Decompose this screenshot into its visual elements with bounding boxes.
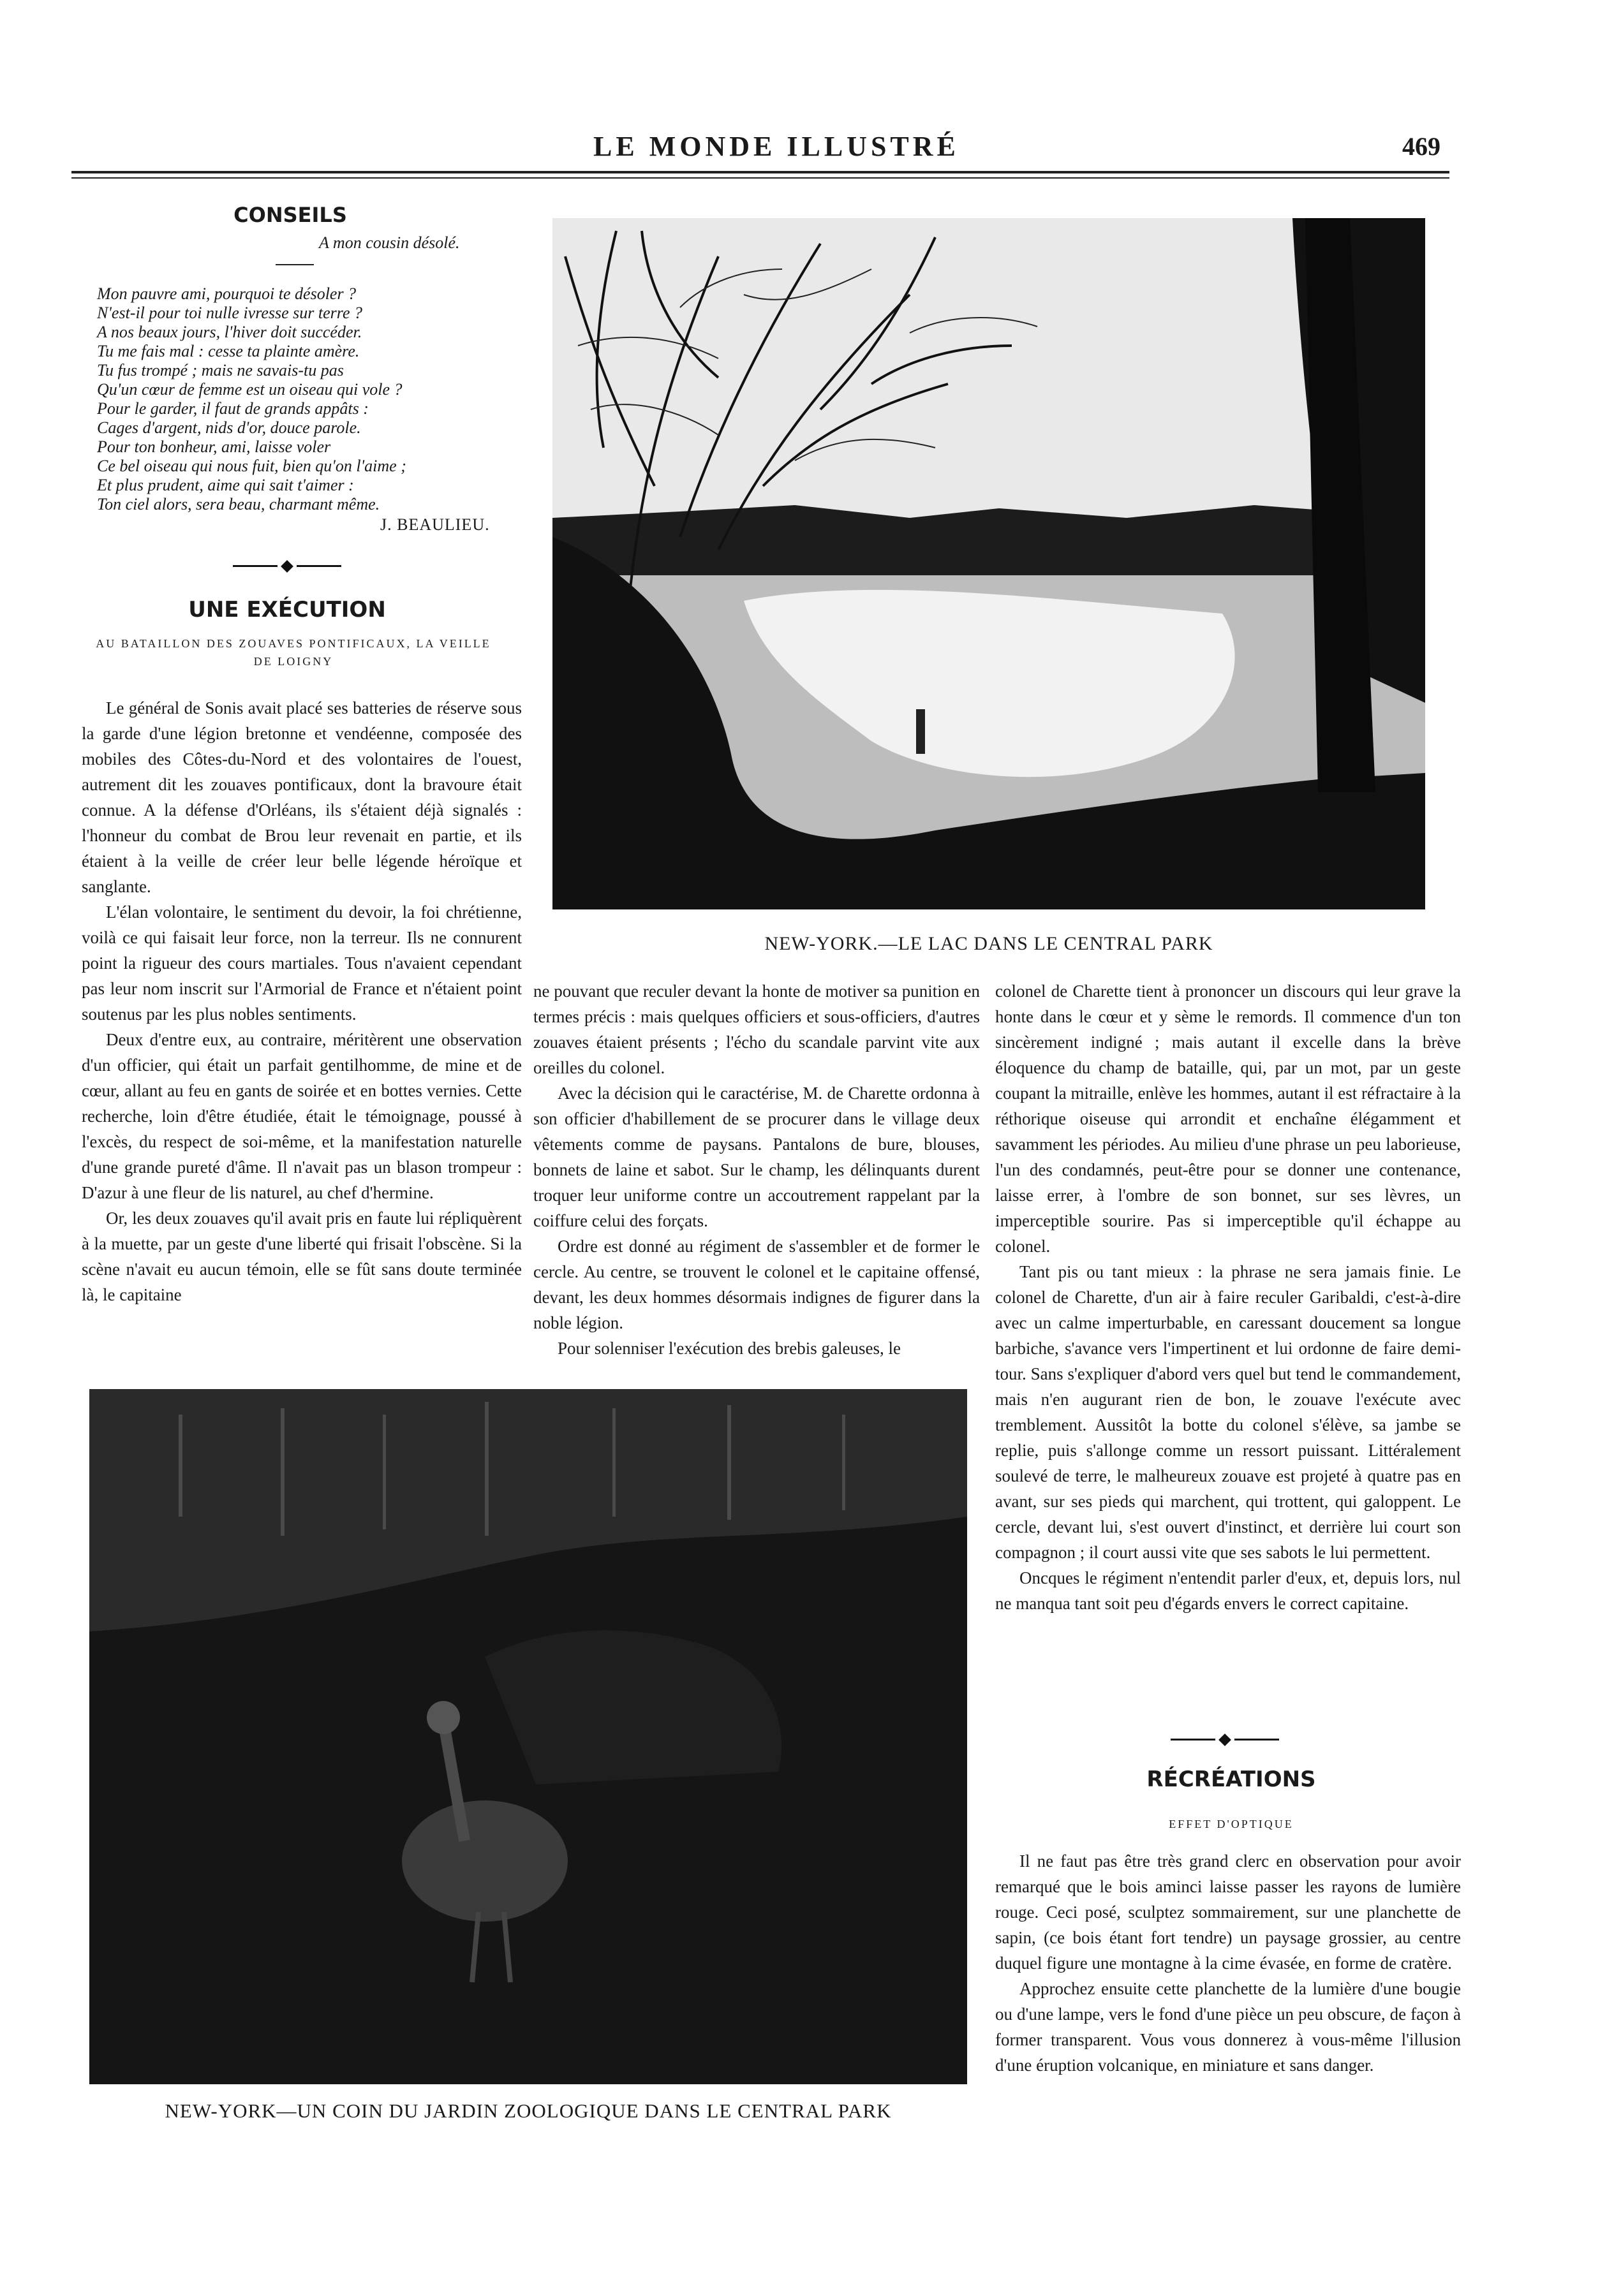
poem-line: Cages d'argent, nids d'or, douce parole. <box>97 418 361 437</box>
poem-line: Tu me fais mal : cesse ta plainte amère. <box>97 342 360 360</box>
lake-photo <box>552 218 1425 909</box>
article-paragraph: Tant pis ou tant mieux : la phrase ne sera jamais finie. Le colonel de Charette, d'un air à faire reculer Garibaldi, c'est-à-dire avec un calme imperturbable, en caressant doucement sa longue barbiche, s'avance vers l'impertinent et lui ordonne de faire demi-tour. Sans s'expliquer d'abord vers quel but tend le commandement, mais n'en augurant rien de bon, le zouave l'exécute avec tremblement. Aussitôt la botte du colonel s'élève, sa jambe se replie, puis s'allonge comme un ressort puissant. Littéralement soulevé de terre, le malheureux zouave est projeté à quatre pas en avant, sur ses pieds qui marchent, qui trottent, qui galoppent. Le cercle, devant lui, s'est ouvert d'instinct, et derrière lui court son compagnon ; il court aussi vite que ses sabots le lui permettent. <box>995 1262 1461 1562</box>
header-rule-thin <box>71 177 1449 179</box>
poem-line: Pour ton bonheur, ami, laisse voler <box>97 438 331 456</box>
poem-divider <box>276 264 314 265</box>
article-paragraph: Il ne faut pas être très grand clerc en observation pour avoir remarqué que le bois aminci laisse passer les rayons de lumière rouge. Ceci posé, sculptez sommairement, sur une planchette de sapin, (ce bois étant fort tendre) un paysage grossier, au centre duquel figure une montagne à la cime évasée, en forme de cratère. <box>995 1851 1461 1973</box>
article-paragraph: Ordre est donné au régiment de s'assembler et de former le cercle. Au centre, se trouvent le colonel et le capitaine offensé, devant, les deux hommes désormais indignes de figurer dans la noble légion. <box>533 1237 980 1332</box>
section-subtitle: AU BATAILLON DES ZOUAVES PONTIFICAUX, LA VEILLE DE LOIGNY <box>96 637 491 668</box>
article-paragraph: Or, les deux zouaves qu'il avait pris en faute lui répliquèrent à la muette, par un geste d'une liberté qui frisait l'obscène. Si la scène n'avait eu aucun témoin, elle se fût sans doute terminée là, le capitaine <box>82 1209 522 1304</box>
section-title: UNE EXÉCUTION <box>188 597 386 622</box>
section-ornament <box>191 555 383 575</box>
poem-title: CONSEILS <box>233 203 347 227</box>
zoo-photo <box>89 1389 967 2084</box>
article-column-2 <box>533 978 980 1361</box>
zoo-caption: NEW-YORK—UN COIN DU JARDIN ZOOLOGIQUE DANS LE CENTRAL PARK <box>165 2100 892 2122</box>
article-column-1 <box>82 695 522 1307</box>
poem-line: Pour le garder, il faut de grands appâts : <box>97 399 369 418</box>
article-paragraph: Le général de Sonis avait placé ses batteries de réserve sous la garde d'une légion bretonne et vendéenne, composée des mobiles des Côtes-du-Nord et des volontaires de l'ouest, autrement dit les zouaves pontificaux, dont la bravoure était connue. A la défense d'Orléans, ils s'étaient déjà signalés : l'honneur du combat de Brou leur revenait en partie, et ils étaient à la veille de créer leur belle légende héroïque et sanglante. <box>82 698 522 896</box>
article-paragraph: ne pouvant que reculer devant la honte de motiver sa punition en termes précis : mais quelques officiers et sous-officiers, d'autres zouaves étaient présents ; l'écho du scandale parvint vite aux oreilles du colonel. <box>533 982 980 1077</box>
article-paragraph: colonel de Charette tient à prononcer un discours qui leur grave la honte dans le cœur et y sème le remords. Il commence d'un ton sincèrement indigné ; mais autant il excelle dans la brève éloquence du champ de bataille, qui, par un mot, par un geste coupant la mitraille, enlève les hommes, autant il est réfractaire à la réthorique oiseuse qui arrondit et enchaîne élégamment et savamment les périodes. Au milieu d'une phrase un peu laborieuse, l'un des condamnés, peut-être pour se donner une contenance, laisse errer, à l'ombre de son bonnet, sur ses lèvres, un imperceptible sourire. Pas si imperceptible qu'il échappe au colonel. <box>995 982 1461 1256</box>
article-paragraph: Oncques le régiment n'entendit parler d'eux, et, depuis lors, nul ne manqua tant soit peu d'égards envers le correct capitaine. <box>995 1568 1461 1613</box>
poem-line: A nos beaux jours, l'hiver doit succéder. <box>97 323 362 341</box>
article-paragraph: Avec la décision qui le caractérise, M. de Charette ordonna à son officier d'habillement de se procurer dans le village deux vêtements comme de paysans. Pantalons de bure, blouses, bonnets de laine et sabot. Sur le champ, les délinquants durent troquer leur uniforme contre un accoutrement rappelant par la coiffure celui des forçats. <box>533 1084 980 1230</box>
masthead: LE MONDE ILLUSTRÉ <box>593 131 959 162</box>
article-paragraph: Deux d'entre eux, au contraire, méritèrent une observation d'un officier, qui était un parfait gentilhomme, de mine et de cœur, allant au feu en gants de soirée et en bottes vernies. Cette recherche, loin d'être étudiée, était le témoignage, poussé à l'excès, du respect de soi-même, et la manifestation naturelle d'une grande pureté d'âme. Il n'avait pas un blason trompeur : D'azur à une fleur de lis naturel, au chef d'hermine. <box>82 1030 522 1202</box>
poem-line: Mon pauvre ami, pourquoi te désoler ? <box>97 284 357 303</box>
poem-signature: J. BEAULIEU. <box>380 515 490 534</box>
lake-caption: NEW-YORK.—LE LAC DANS LE CENTRAL PARK <box>764 933 1213 954</box>
poem-body <box>97 284 505 514</box>
recreations-body <box>995 1848 1461 2078</box>
page-number: 469 <box>1402 132 1440 161</box>
poem-line: Qu'un cœur de femme est un oiseau qui vole ? <box>97 380 403 399</box>
article-paragraph: L'élan volontaire, le sentiment du devoir, la foi chrétienne, voilà ce qui faisait leur force, non la terreur. Ils ne connurent point la rigueur des cours martiales. Tous n'avaient cependant pas leur nom inscrit sur l'Armorial de France et n'étaient point soutenus par les plus nobles sentiments. <box>82 902 522 1024</box>
zoo-photo-image <box>89 1389 967 2084</box>
article-paragraph: Approchez ensuite cette planchette de la lumière d'une bougie ou d'une lampe, vers le fond d'une pièce un peu obscure, de façon à former transparent. Vous vous donnerez à vous-même l'illusion d'une éruption volcanique, en miniature et sans danger. <box>995 1979 1461 2075</box>
article-paragraph: Pour solenniser l'exécution des brebis galeuses, le <box>558 1339 901 1358</box>
poem-line: N'est-il pour toi nulle ivresse sur terre ? <box>97 304 362 322</box>
lake-photo-image <box>552 218 1425 909</box>
poem-line: Ton ciel alors, sera beau, charmant même. <box>97 495 380 513</box>
poem-line: Et plus prudent, aime qui sait t'aimer : <box>97 476 354 494</box>
header-rule <box>71 171 1449 173</box>
recreations-subtitle: EFFET D'OPTIQUE <box>1169 1818 1294 1830</box>
poem-line: Ce bel oiseau qui nous fuit, bien qu'on l'aime ; <box>97 457 406 475</box>
article-column-3 <box>995 978 1461 1616</box>
poem-line: Tu fus trompé ; mais ne savais-tu pas <box>97 361 344 379</box>
section-ornament-2 <box>1129 1728 1321 1749</box>
poem-dedication: A mon cousin désolé. <box>319 233 460 252</box>
recreations-title: RÉCRÉATIONS <box>1146 1767 1316 1792</box>
